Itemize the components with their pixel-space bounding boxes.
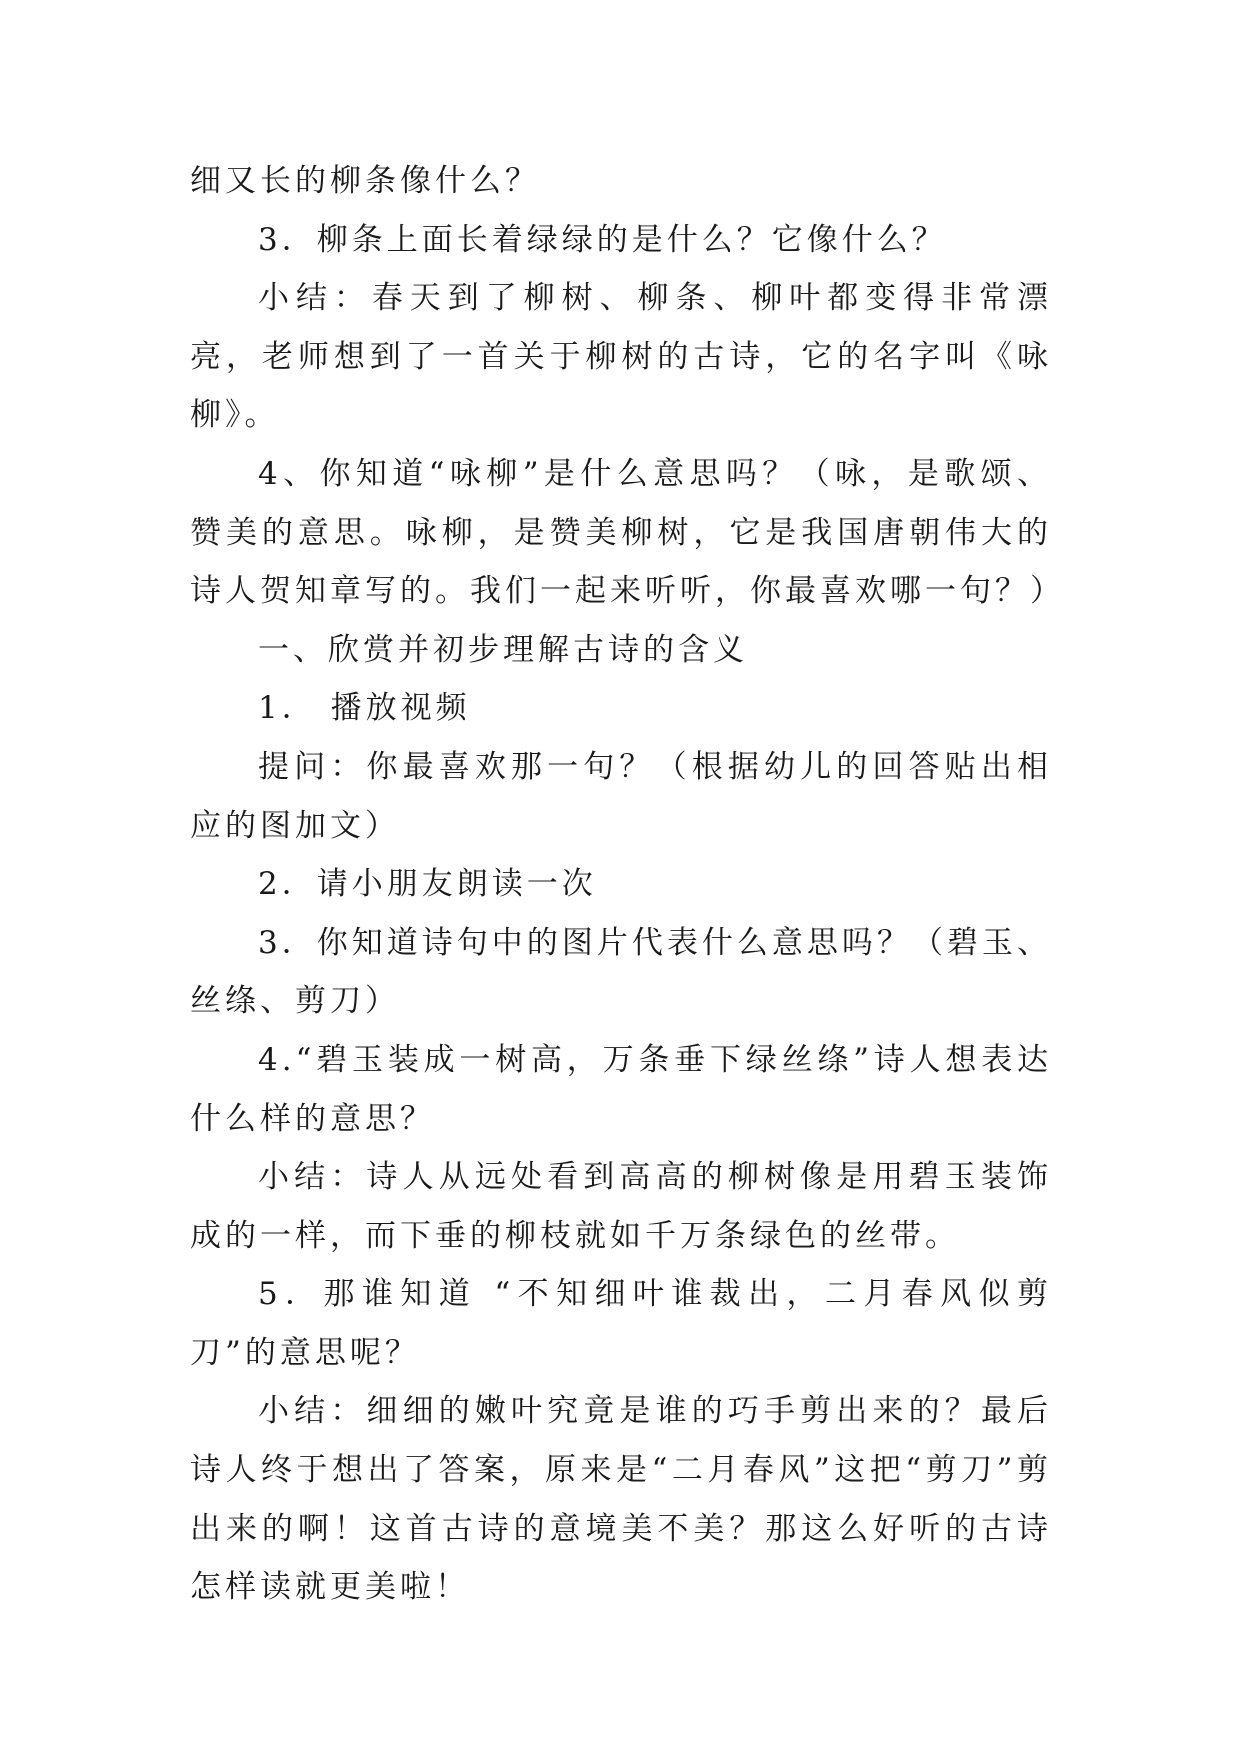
paragraph-7: 提问：你最喜欢那一句？（根据幼儿的回答贴出相应的图加文）	[190, 748, 1052, 844]
paragraph-13: 小结：细细的嫩叶究竟是谁的巧手剪出来的？最后诗人终于想出了答案，原来是“二月春风”这把“剪刀”剪出来的啊！这首古诗的意境美不美？那这么好听的古诗怎样读就更美啦！	[190, 1393, 1052, 1606]
paragraph-2: 3．柳条上面长着绿绿的是什么？它像什么？	[258, 221, 947, 258]
paragraph-11: 小结：诗人从远处看到高高的柳树像是用碧玉装饰成的一样，而下垂的柳枝就如千万条绿色的丝带。	[190, 1159, 1052, 1254]
paragraph-12: 5．那谁知道 “不知细叶谁裁出，二月春风似剪刀”的意思呢？	[190, 1276, 1052, 1371]
paragraph-8: 2．请小朋友朗读一次	[258, 866, 597, 903]
paragraph-10: 4.“碧玉装成一树高，万条垂下绿丝绦”诗人想表达什么样的意思？	[190, 1041, 1052, 1137]
paragraph-4: 4、你知道“咏柳”是什么意思吗？（咏，是歌颂、赞美的意思。咏柳，是赞美柳树，它是我国唐朝伟大的诗人贺知章写的。我们一起来听听，你最喜欢哪一句？）	[190, 455, 1065, 610]
paragraph-3: 小结：春天到了柳树、柳条、柳叶都变得非常漂亮，老师想到了一首关于柳树的古诗，它的名字叫《咏柳》。	[190, 280, 1052, 434]
paragraph-6: 1． 播放视频	[258, 690, 471, 727]
document-body	[190, 152, 1065, 1617]
paragraph-5: 一、欣赏并初步理解古诗的含义	[258, 631, 748, 668]
paragraph-1: 细又长的柳条像什么？	[190, 163, 540, 199]
paragraph-9: 3．你知道诗句中的图片代表什么意思吗？（碧玉、丝绦、剪刀）	[190, 924, 1052, 1020]
